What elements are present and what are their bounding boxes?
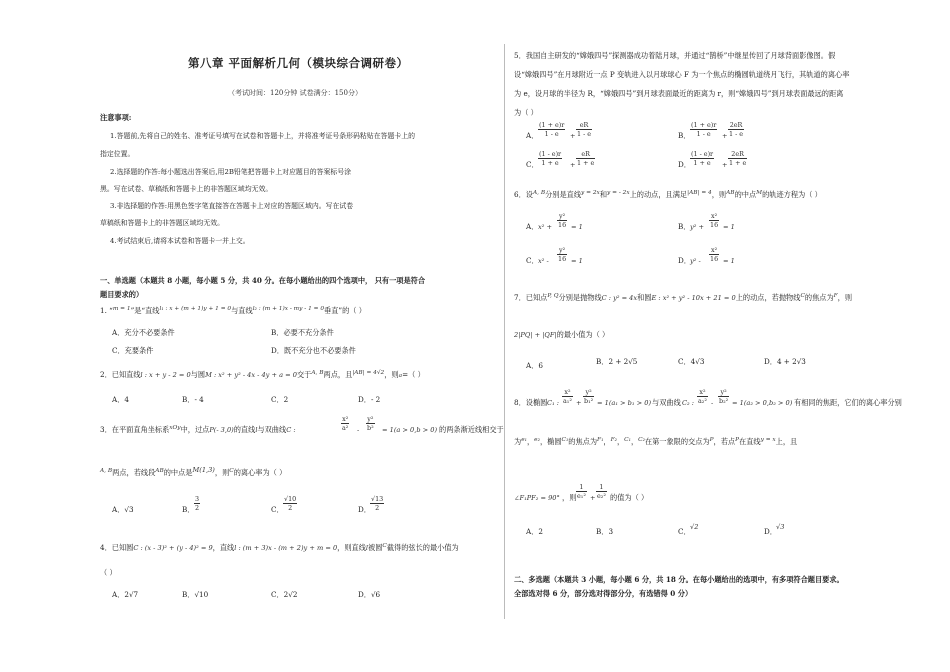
q4-mid2: ，则直线 <box>337 543 366 552</box>
q2-option-d: D．- 2 <box>358 395 381 404</box>
q8-h-xn: x² <box>697 388 708 397</box>
q8-option-c: √2 <box>690 523 699 531</box>
q6-option-a-label: A． <box>526 222 539 231</box>
question-1 <box>100 306 366 317</box>
q8-l2-c2: ，椭圆 <box>539 437 562 446</box>
q8-f1: F₁ <box>597 437 604 443</box>
q6-pre: 6．设 <box>514 190 533 199</box>
q6-c-num: y² <box>558 246 566 254</box>
q3-option-b-label: B． <box>182 505 195 514</box>
q8-h-condition: = 1(a₂ > 0,b₂ > 0) <box>732 399 793 407</box>
q6-mid3: 上的动点，且满足 <box>629 190 688 199</box>
q5-line3: 为 e，设月球的半径为 R，“嫦娥四号”到月球表面最近的距离为 r，则“嫦娥四号”到月球表面最远的距离 <box>514 89 844 98</box>
note-2b: 黑。写在试卷、草稿纸和答题卡上的非答题区域均无效。 <box>100 185 273 193</box>
q8-f2: F₂ <box>610 437 617 443</box>
q4-circle: C : (x - 3)² + (y - 4)² = 9 <box>133 544 213 552</box>
q4-option-a: A．2√7 <box>112 590 139 599</box>
q5-c-plus: + <box>570 161 576 169</box>
q6-mid5: 的中点 <box>734 190 757 199</box>
q2-circle: M : x² + y² - 4x - 4y + a = 0 <box>205 371 297 379</box>
q7-line2 <box>514 330 609 340</box>
q8-option-c-label: C． <box>678 527 691 536</box>
q7-mid4: 的焦点为 <box>804 293 834 302</box>
q8-r-d2: e₂² <box>597 492 606 500</box>
q6-line1: y = 2x <box>581 190 600 196</box>
q8-c1b: C₁ <box>561 437 569 443</box>
q5-b-num2: 2eR <box>729 121 743 129</box>
q6-mid4: ，则 <box>711 190 727 199</box>
q6-option-a-frac <box>557 212 567 229</box>
q3-option-d-num: √13 <box>371 495 384 503</box>
q2-condition: |AB| = 4√2 <box>352 370 385 376</box>
q5-option-c-label: C． <box>526 160 539 169</box>
q6-c-den: 16 <box>558 255 567 263</box>
exam-info: （考试时间：120分钟 试卷满分：150分） <box>228 89 362 97</box>
q2-mid3: 两点，且 <box>323 370 353 379</box>
q1-line2: l₂ : (m + 1)x - my - 1 = 0 <box>252 306 325 312</box>
q2-a: a <box>398 373 403 379</box>
q5-d-plus: + <box>722 161 728 169</box>
q4-l: l <box>365 544 369 552</box>
q8-line-yx: y = x <box>760 437 776 443</box>
q3-option-d <box>370 495 384 512</box>
q3-xoy: xOy <box>169 425 181 431</box>
q5-a-num2: eR <box>576 121 592 130</box>
note-4: 4.考试结束后,请将本试卷和答题卡一并上交。 <box>110 237 250 245</box>
q1-mid1: ”是“直线 <box>130 306 160 315</box>
q6-d-eq: = 1 <box>723 257 735 265</box>
q8-l2-m1: 的焦点为 <box>568 437 598 446</box>
q8-l2-c1: ， <box>526 437 535 446</box>
q1-option-b: B．必要不充分条件 <box>271 328 334 337</box>
q5-option-d-frac2 <box>728 150 747 167</box>
q7-option-b: B．2 + 2√5 <box>596 357 638 366</box>
note-2a: 2.选择题的作答:每小题选出答案后,用2B铅笔把答题卡上对应题目的答案标号涂 <box>110 168 352 176</box>
q5-c-num1: (1 - e)r <box>539 150 562 158</box>
q5-d-den2: 1 + e <box>729 159 747 167</box>
q7-option-c: C．4√3 <box>678 357 705 366</box>
q6-option-c-frac <box>557 246 567 263</box>
q3-option-d-label: D． <box>358 505 371 514</box>
q6-end: 的轨迹方程为（ ） <box>762 190 822 199</box>
q8-l2-m2: 在第一象限的交点为 <box>644 437 710 446</box>
q8-c1: C₁ : <box>547 399 560 407</box>
q5-b-num1: (1 + e)r <box>691 121 717 129</box>
q7-option-d: D．4 + 2√3 <box>764 357 806 366</box>
q7-mid3: 上的动点，若抛物线 <box>735 293 801 302</box>
q5-b-den1: 1 - e <box>696 130 711 138</box>
q5-option-d-frac1 <box>690 150 714 167</box>
q8-option-b: B．3 <box>596 527 614 536</box>
q5-a-den2: 1 - e <box>577 130 592 138</box>
q7-parabola: C : y² = 4x <box>601 294 638 302</box>
q8-e2: e₂ <box>534 437 540 443</box>
q6-d-den: 16 <box>710 255 719 263</box>
q5-d-num2: 2eR <box>728 150 747 159</box>
question-7 <box>514 293 852 304</box>
q8-l3-end: 的值为（ ） <box>610 493 649 502</box>
q6-a-eq: = 1 <box>571 223 583 231</box>
q5-a-plus: + <box>570 132 576 140</box>
q8-option-d: √3 <box>776 523 785 531</box>
q6-a-num: y² <box>558 212 566 220</box>
q5-b-plus: + <box>722 132 728 140</box>
q1-pre: 1. “ <box>100 306 113 315</box>
q3-option-d-den: 2 <box>375 504 380 512</box>
q7-c: C <box>800 293 805 299</box>
q3-line2-end: ，则 <box>214 468 230 477</box>
q1-option-d: D．既不充分也不必要条件 <box>271 346 356 355</box>
q8-r-plus: + <box>590 494 596 502</box>
question-6 <box>514 190 822 201</box>
q3-curve-c: C : <box>286 426 296 434</box>
q5-option-b-frac2 <box>728 121 744 138</box>
q7-mid1: 分别是抛物线 <box>558 293 602 302</box>
q8-recip-frac1 <box>576 483 587 500</box>
q5-option-c-frac1 <box>538 150 562 167</box>
q6-b-num: x² <box>710 212 718 220</box>
q5-option-a-frac2 <box>576 121 592 138</box>
q5-line1: 5．我国自主研发的“嫦娥四号”探测器成功着陆月球，并通过“鹊桥”中继星传回了月球背面影像图。假 <box>514 51 836 60</box>
q6-c-lead: x² - <box>538 257 549 265</box>
q2-pre: 2．已知直线 <box>100 370 141 379</box>
q3-frac-x-den: a² <box>342 424 349 432</box>
q3-mid1: 中，过点 <box>180 425 210 434</box>
q7-expression: 2|PQ| + |QF| <box>514 331 557 339</box>
q8-p: P <box>709 437 714 443</box>
q3-condition: = 1(a > 0,b > 0) <box>382 426 438 434</box>
q8-hyper-frac-x <box>697 388 708 405</box>
q1-mid2: 与直线 <box>231 306 253 315</box>
q2-option-a: A．4 <box>112 395 129 404</box>
q2-option-c: C．2 <box>271 395 289 404</box>
q4-option-b: B．√10 <box>182 590 209 599</box>
q1-option-c: C．充要条件 <box>112 346 154 355</box>
q6-d-num: x² <box>710 246 718 254</box>
note-1b: 指定位置。 <box>100 150 135 158</box>
q5-b-den2: 1 - e <box>729 130 744 138</box>
note-3b: 草稿纸和答题卡上的非答题区域均无效。 <box>100 219 225 227</box>
q3-frac-y-den: b² <box>367 424 374 432</box>
q8-option-d-label: D． <box>764 527 777 536</box>
q8-l2-c3: ， <box>603 437 611 446</box>
q5-a-den1: 1 - e <box>544 130 559 138</box>
column-divider <box>504 44 505 619</box>
q3-option-a: A．√3 <box>112 505 134 514</box>
q8-p2: P <box>735 437 739 443</box>
q8-c2b: C₂ <box>638 437 645 443</box>
q6-option-d-label: D． <box>678 256 691 265</box>
q6-b-lead: y² + <box>690 223 704 231</box>
q8-e-xd: a₁² <box>563 397 572 405</box>
q3-option-b-num: 3 <box>195 495 200 503</box>
q8-e1: e₁ <box>521 437 527 443</box>
question-4 <box>100 543 459 554</box>
q7-f: F <box>833 293 838 299</box>
q4-end: 截得的弦长的最小值为 <box>386 543 459 552</box>
q3-frac-y <box>366 415 375 432</box>
q5-c-num2: eR <box>576 150 595 159</box>
q8-l2-pre: 为 <box>514 437 522 446</box>
q4-pre: 4．已知圆 <box>100 543 134 552</box>
section1-heading-line1: 一、单选题（本题共 8 小题，每小题 5 分，共 40 分。在每小题给出的四个选项中， 只有一项是符合 <box>100 276 426 285</box>
q6-a-lead: x² + <box>538 223 552 231</box>
q3-line2-mid: 两点，若线段 <box>112 468 156 477</box>
q2-points: A, B <box>311 370 324 376</box>
q8-l2-c4: ， <box>616 437 625 446</box>
q6-mid2: 和 <box>599 190 608 199</box>
q3-line2-tail: 的离心率为（ ） <box>233 468 287 477</box>
q5-option-a-frac1 <box>538 121 565 138</box>
q4-option-c: C．2√2 <box>271 590 298 599</box>
q2-mid1: 与圆 <box>190 370 206 379</box>
q2-end: ，则 <box>384 370 399 379</box>
q6-b-eq: = 1 <box>723 223 735 231</box>
notes-heading: 注意事项: <box>100 113 132 122</box>
q8-l2-end: 上，且 <box>775 437 798 446</box>
q4-paren: （ ） <box>100 568 117 577</box>
q4-c: C <box>382 543 387 549</box>
q1-line1: l₁ : x + (m + 1)y + 1 = 0 <box>159 306 232 312</box>
q8-ellipse-frac-y <box>583 388 594 405</box>
q6-option-b-frac <box>709 212 719 229</box>
q8-h-yd: b₂² <box>719 397 729 405</box>
q7-circle: E : x² + y² - 10x + 21 = 0 <box>651 294 736 302</box>
q8-line2 <box>514 437 797 448</box>
q5-line2: 设“嫦娥四号”在月球附近一点 P 变轨进入以月球球心 F 为一个焦点的椭圆轨道绕月飞行，其轨道的离心率 <box>514 70 850 79</box>
q3-option-c-label: C． <box>271 505 284 514</box>
q8-c1c: C₁ <box>624 437 631 443</box>
q6-condition: |AB| = 4 <box>687 190 712 196</box>
q8-pre: 8．设椭圆 <box>514 398 548 407</box>
question-3 <box>100 425 296 436</box>
q6-segment: AB <box>726 190 735 196</box>
question-2 <box>100 370 425 381</box>
q6-mid1: 分别是直线 <box>545 190 582 199</box>
q3-option-c-num: √10 <box>284 495 297 503</box>
q7-option-a: A．6 <box>526 361 543 370</box>
section1-heading-line2: 题目要求的） <box>100 290 144 299</box>
q8-e-yn: y² <box>583 388 594 397</box>
q3-mid3: 与双曲线 <box>257 425 287 434</box>
q6-b-den: 16 <box>710 221 719 229</box>
q5-option-a-label: A． <box>526 131 539 140</box>
q7-points: P, Q <box>547 293 559 299</box>
q1-condition: m = 1 <box>112 306 131 312</box>
q2-tail: =（ ） <box>402 370 425 379</box>
q8-r-d1: e₁² <box>577 492 586 500</box>
right-column <box>510 0 925 672</box>
q3-minus: - <box>357 426 360 434</box>
q7-end: ，则 <box>837 293 853 302</box>
q5-c-den1: 1 + e <box>541 159 559 167</box>
q2-line: l : x + y - 2 = 0 <box>140 371 191 379</box>
q6-m: M <box>756 190 763 196</box>
q1-end: 垂直”的（ ） <box>324 306 366 315</box>
q6-option-b-label: B． <box>678 222 691 231</box>
q6-line2: y = - 2x <box>607 190 630 196</box>
q3-line2-mid2: 的中点是 <box>163 468 193 477</box>
q4-mid3: 被圆 <box>368 543 383 552</box>
q2-option-b: B．- 4 <box>182 395 204 404</box>
q4-mid1: ，直线 <box>212 543 235 552</box>
q8-h-xd: a₂² <box>698 397 707 405</box>
q8-e-condition: = 1(a₁ > b₁ > 0) <box>597 399 652 407</box>
q8-l2-m3: ，若点 <box>713 437 736 446</box>
q8-e-yd: b₁² <box>584 397 594 405</box>
q5-c-den2: 1 + e <box>577 159 595 167</box>
q3-option-c <box>283 495 297 512</box>
q8-option-a: A．2 <box>526 527 543 536</box>
q6-points: A, B <box>532 190 546 196</box>
q3-segment: AB <box>155 468 164 474</box>
q8-end1: 有相同的焦距，它们的离心率分别 <box>794 398 902 407</box>
q3-option-b-den: 2 <box>195 504 200 512</box>
q8-c2: C₂ : <box>682 399 695 407</box>
q5-option-c-frac2 <box>576 150 595 167</box>
q3-end: 的两条渐近线相交于 <box>439 425 504 434</box>
q6-option-d-frac <box>709 246 719 263</box>
q8-e-plus: + <box>576 399 582 407</box>
left-column <box>88 0 503 672</box>
q3-line-l: l <box>255 426 258 434</box>
q7-tail: 的最小值为（ ） <box>556 330 610 339</box>
q5-a-num1: (1 + e)r <box>539 121 565 129</box>
note-1a: 1.答题前,先将自己的姓名、准考证号填写在试卷和答题卡上，并将准考证号条形码粘贴在答题卡上的 <box>110 132 416 140</box>
q3-pre: 3．在平面直角坐标系 <box>100 425 170 434</box>
q8-l2-c5: ， <box>630 437 639 446</box>
q3-point-m: M(1,3) <box>192 466 215 474</box>
q7-mid2: 和圆 <box>637 293 652 302</box>
q6-c-eq: = 1 <box>571 257 583 265</box>
q1-option-a: A．充分不必要条件 <box>112 328 175 337</box>
q3-option-c-den: 2 <box>288 504 293 512</box>
q3-c: C <box>229 468 234 474</box>
q6-a-den: 16 <box>558 221 567 229</box>
q8-r-n1: 1 <box>576 483 587 492</box>
q3-option-b <box>194 495 200 512</box>
q4-line: l : (m + 3)x - (m + 2)y + m = 0 <box>234 544 338 552</box>
q5-line4: 为（ ） <box>514 108 538 117</box>
q3-point-p: P(- 3,0) <box>209 426 234 434</box>
q8-angle: ∠F₁PF₂ = 90° <box>514 494 560 502</box>
q8-r-n2: 1 <box>596 483 607 492</box>
q8-mid1: 与双曲线 <box>652 398 681 407</box>
q8-e-xn: x² <box>562 388 573 397</box>
page-title: 第八章 平面解析几何（模块综合调研卷） <box>188 56 409 70</box>
q8-recip-frac2 <box>596 483 607 500</box>
q5-d-num1: (1 - e)r <box>691 150 714 158</box>
q8-hyper-frac-y <box>718 388 729 405</box>
q6-option-c-label: C． <box>526 256 539 265</box>
q5-option-b-label: B． <box>678 131 691 140</box>
q8-l3-mid: ，则 <box>562 493 577 502</box>
section2-heading-line1: 二、多选题（本题共 3 小题，每小题 6 分，共 18 分。在每小题给出的选项中，有多项符合题目要求。 <box>514 575 844 584</box>
q3-frac-y-num: y² <box>367 415 374 423</box>
q5-option-b-frac1 <box>690 121 717 138</box>
q8-h-yn: y² <box>718 388 729 397</box>
q7-pre: 7．已知点 <box>514 293 548 302</box>
q5-d-den1: 1 + e <box>693 159 711 167</box>
q3-frac-x-num: x² <box>342 415 349 423</box>
q2-mid2: 交于 <box>296 370 312 379</box>
q4-option-d: D．√6 <box>358 590 381 599</box>
section2-heading-line2: 全部选对得 6 分，部分选对得部分分，有选错得 0 分） <box>514 589 693 598</box>
q3-frac-x <box>341 415 349 432</box>
q8-ellipse-frac-x <box>562 388 573 405</box>
note-3a: 3.非选择题的作答:用黑色签字笔直接答在答题卡上对应的答题区域内。写在试卷 <box>110 202 354 210</box>
q6-d-lead: y² - <box>690 257 701 265</box>
question-3-line2 <box>100 468 286 479</box>
q5-option-d-label: D． <box>678 160 691 169</box>
q3-points: A, B <box>100 468 113 474</box>
q8-l2-m4: 在直线 <box>739 437 761 446</box>
q8-h-minus: - <box>711 399 714 407</box>
q3-mid2: 的直线 <box>233 425 256 434</box>
